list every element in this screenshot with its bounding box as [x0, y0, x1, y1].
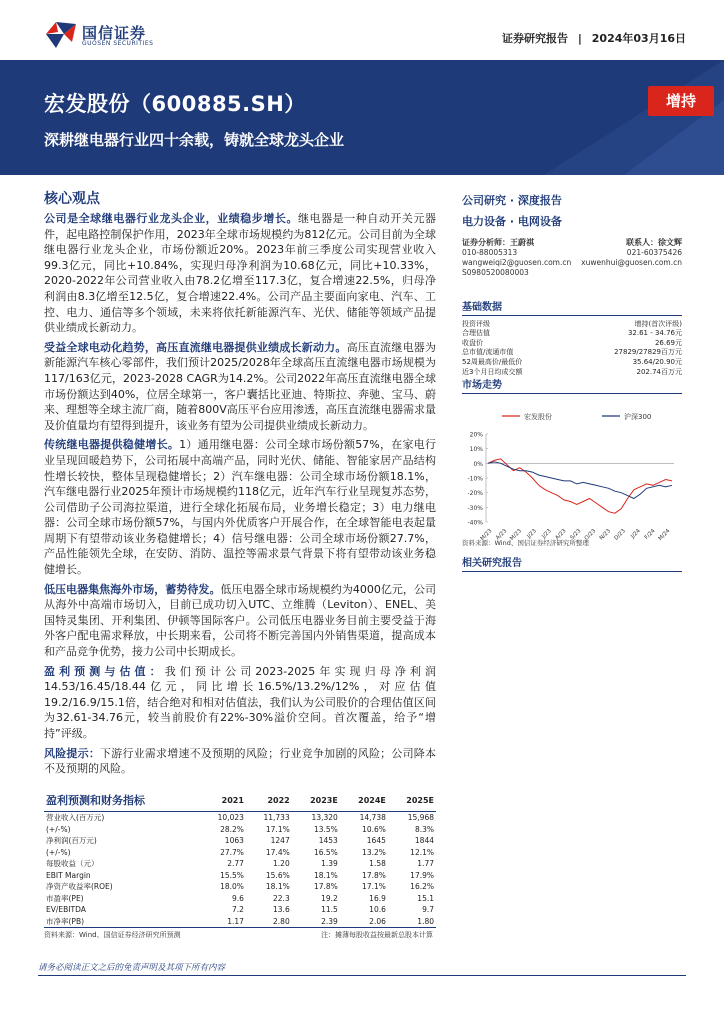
disclaimer-note: 请务必阅读正文之后的免责声明及其项下所有内容 [38, 963, 226, 973]
table-cell: 15.5% [220, 870, 244, 880]
basic-value: 27829/27829百万元 [614, 348, 682, 357]
paragraph-text: 下游行业需求增速不及预期的风险；行业竞争加剧的风险；公司降本不及预期的风险。 [44, 746, 436, 776]
analyst-phone: 010-88005313 [462, 248, 518, 257]
report-subtitle: 深耕继电器行业四十余载，铸就全球龙头企业 [44, 131, 345, 149]
basic-key: 52周最高价/最低价 [462, 357, 523, 366]
table-cell: 10.6% [362, 824, 386, 834]
table-cell: 11.5 [321, 905, 338, 914]
paragraph-highlight: 公司是全球继电器行业龙头企业，业绩稳步增长。 [44, 212, 298, 225]
table-cell: 19.2 [321, 893, 338, 903]
report-date: 2024年03月16日 [591, 32, 686, 45]
contact-name: 联系人：徐文辉 [626, 238, 682, 247]
rating-badge: 增持 [648, 86, 714, 116]
row-label: (+/-%) [46, 824, 71, 834]
table-cell: 1.17 [200, 916, 246, 928]
row-label: 营业收入(百万元) [46, 813, 105, 822]
table-cell: 13.2% [362, 847, 386, 857]
table-cell: 22.3 [273, 893, 290, 903]
basic-key: 投资评级 [462, 319, 490, 328]
table-source: 资料来源：Wind、国信证券经济研究所预测 [44, 931, 181, 939]
x-tick-label: O/23 [583, 528, 598, 542]
table-cell: 18.0% [220, 882, 244, 891]
row-label: 净利润(百万元) [46, 836, 97, 845]
table-cell: 9.7 [422, 905, 434, 914]
core-view-heading: 核心观点 [44, 191, 100, 207]
table-cell: 27.7% [220, 847, 244, 857]
row-label: EV/EBITDA [46, 905, 86, 914]
basic-data [462, 303, 682, 377]
table-cell: 2.80 [246, 916, 292, 928]
table-cell: 1453 [318, 836, 338, 845]
basic-key: 合理估值 [462, 329, 490, 338]
report-title: 宏发股份（600885.SH） [44, 92, 306, 116]
paragraph-highlight: 风险提示： [44, 746, 101, 760]
logo-text-en: GUOSEN SECURITIES [82, 40, 154, 47]
report-type: 证券研究报告 [502, 32, 569, 45]
table-cell: 28.2% [220, 824, 244, 834]
paragraph-text: 1）通用继电器：公司全球市场份额57%，在家电行业呈现回暖趋势下，公司拓展中高端产品，同时光伏、储能、智能家居产品结构性增长较快，整体呈现稳健增长；2）汽车继电器：公司全球市场份额18.1%，汽车继电器行业2025年预计市场规模约118亿元，近年汽车行业呈现复苏态势，公司借助子公司海拉渠道，进行全球化拓展布局，业务增长稳定；3）电力继电器：公司全球市场份额57%，与国内外优质客户开展合作，在全球智能电表起量周期下有望带动该业务稳健增长；4）信号继电器：公司全球市场份额27.7%，产品性能领先全球，在安防、消防、温控等需求景气背景下将有望带动该业务稳健增长。 [44, 438, 436, 577]
guosen-logo-icon [44, 20, 78, 50]
basic-row [462, 320, 682, 330]
analyst-name: 证券分析师：王蔚祺 [462, 238, 534, 247]
year-header: 2024E [340, 790, 388, 812]
table-cell: 16.9 [369, 893, 386, 903]
cert-number: S0980520080003 [462, 268, 529, 277]
paragraph-text: 继电器是一种自动开关元器件，起电路控制保护作用，2023年全球市场规模约为812亿元。公司目前为全球继电器行业龙头企业，市场份额近20%。2023年前三季度公司实现营业收入99.3亿元，同比+10.84%，实现归母净利润为10.68亿元，同比+10.33%，2020-2022年公司营业收入由78.2亿增至117.3亿，复合增速22.5%，归母净利润由8.3亿增至12.5亿，复合增速22.4%。公司产品主要面向家电、汽车、工控、电力、通信等多个领域，未来将依托新能源汽车、光伏、储能等领域产品提供业绩成长新动力。 [44, 212, 436, 335]
footer-divider [38, 975, 686, 976]
table-cell: 1.20 [273, 859, 290, 868]
company-logo [44, 20, 194, 50]
report-meta [502, 30, 686, 46]
x-tick-label: J/24 [630, 528, 642, 540]
table-cell: 17.1% [362, 882, 386, 891]
row-label: EBIT Margin [46, 870, 91, 880]
analyst-email[interactable]: wangweiqi2@guosen.com.cn [462, 258, 572, 267]
table-cell: 9.6 [231, 893, 244, 903]
table-cell: 2.77 [227, 859, 244, 868]
paragraph-highlight: 受益全球电动化趋势，高压直流继电器提供业绩成长新动力。 [44, 340, 347, 354]
basic-value: 32.61 - 34.76元 [627, 329, 682, 338]
y-tick-label: 20% [469, 431, 483, 439]
table-cell: 17.1% [265, 824, 290, 834]
table-cell: 15.1 [417, 893, 434, 903]
basic-key: 近3个月日均成交额 [462, 367, 523, 376]
table-cell: 1.77 [417, 859, 434, 868]
table-row [44, 870, 436, 882]
x-tick-label: S/23 [569, 528, 583, 542]
table-cell: 8.3% [414, 824, 434, 834]
table-cell: 15.6% [265, 870, 290, 880]
legend-label: 沪深300 [624, 413, 652, 421]
row-label: (+/-%) [46, 847, 71, 857]
basic-key: 收盘价 [462, 338, 483, 347]
paragraph [44, 340, 436, 434]
row-label: 市净率(PB) [44, 916, 200, 928]
y-tick-label: -30% [467, 504, 483, 512]
y-tick-label: -40% [467, 519, 483, 527]
market-trend-heading: 市场走势 [462, 376, 682, 394]
table-row [44, 858, 436, 870]
year-header: 2021 [200, 790, 246, 812]
table-row [44, 835, 436, 847]
table-row [44, 904, 436, 916]
forecast-table-grid [44, 790, 436, 928]
table-row [44, 847, 436, 859]
table-cell: 1.39 [321, 859, 338, 868]
x-tick-label: M/24 [657, 528, 672, 543]
table-note: 注：摊薄每股收益按最新总股本计算 [321, 931, 433, 939]
table-cell: 12.1% [410, 847, 434, 857]
industry-label: 电力设备 · 电网设备 [462, 215, 562, 228]
table-cell: 14,738 [359, 813, 386, 822]
table-cell: 13.6 [273, 905, 290, 914]
table-cell: 7.2 [231, 905, 244, 914]
table-row [44, 893, 436, 905]
x-tick-label: A/23 [495, 528, 509, 542]
table-cell: 16.5% [313, 847, 338, 857]
basic-value: 增持(首次评级) [634, 319, 682, 328]
table-cell: 1.58 [369, 859, 386, 868]
x-tick-label: F/24 [643, 528, 657, 541]
x-tick-label: M/23 [479, 528, 494, 543]
table-cell: 17.8% [362, 870, 386, 880]
table-cell: 13.5% [313, 824, 338, 834]
table-row [44, 916, 436, 928]
chart-source: 资料来源：Wind、国信证券经济研究所整理 [462, 539, 589, 547]
basic-row [462, 329, 682, 339]
paragraph-text: 高压直流继电器为新能源汽车核心零部件，我们预计2025/2028年全球高压直流继电器市场规模为117/163亿元，2023-2028 CAGR为14.2%。公司2022年高压直流继电器全球市场份额达到40%，位居全球第一，客户囊括比亚迪、特斯拉、奔驰、宝马、蔚来、理想等全球主流厂商，随着800V高压平台应用渗透，高压直流继电器需求量及价值量均有望得到提升，该业务有望为公司提供业绩成长新动力。 [44, 340, 437, 432]
table-cell: 2.39 [292, 916, 340, 928]
table-cell: 1063 [224, 836, 244, 845]
y-tick-label: -20% [467, 490, 483, 498]
paragraph-highlight: 盈利预测与估值： [44, 664, 165, 678]
table-row [44, 812, 436, 824]
paragraph [44, 582, 436, 660]
paragraph-highlight: 低压电器集焦海外市场，蓄势待发。 [44, 582, 221, 596]
year-header: 2022 [246, 790, 292, 812]
x-tick-label: M/23 [509, 528, 524, 543]
basic-row [462, 348, 682, 358]
year-header: 2023E [292, 790, 340, 812]
table-row [44, 881, 436, 893]
related-reports [462, 554, 682, 572]
table-cell: 10,023 [217, 813, 244, 822]
basic-value: 35.64/20.90元 [632, 357, 682, 366]
legend-label: 宏发股份 [524, 413, 552, 421]
paragraph [44, 664, 436, 742]
table-cell: 16.2% [410, 882, 434, 891]
x-tick-label: D/23 [613, 528, 627, 542]
analyst-info [462, 238, 682, 278]
table-cell: 15,968 [407, 813, 434, 822]
table-cell: 17.9% [410, 870, 434, 880]
table-cell: 1.80 [388, 916, 436, 928]
table-title: 盈利预测和财务指标 [44, 790, 200, 812]
table-cell: 17.8% [313, 882, 338, 891]
table-cell: 17.4% [265, 847, 290, 857]
x-tick-label: J/23 [526, 528, 538, 540]
basic-row [462, 339, 682, 349]
market-trend-chart [462, 394, 682, 544]
y-tick-label: -10% [467, 475, 483, 483]
paragraph [44, 746, 436, 777]
basic-key: 总市值/流通市值 [462, 348, 514, 357]
row-label: 净资产收益率(ROE) [46, 882, 113, 891]
basic-row [462, 358, 682, 368]
x-tick-label: N/23 [598, 528, 613, 542]
research-type: 公司研究 · 深度报告 [462, 194, 562, 207]
paragraph-highlight: 传统继电器提供稳健增长。 [44, 438, 180, 452]
contact-phone: 021-60375426 [626, 248, 682, 257]
contact-email[interactable]: xuwenhui@guosen.com.cn [581, 258, 682, 267]
basic-data-heading: 基础数据 [462, 303, 682, 316]
year-header: 2025E [388, 790, 436, 812]
logo-text-cn: 国信证券 [82, 24, 147, 42]
row-label: 每股收益（元） [46, 859, 99, 868]
table-cell: 18.1% [265, 882, 290, 891]
core-view-body [44, 211, 436, 781]
x-tick-label: A/23 [554, 528, 568, 542]
table-cell: 1645 [366, 836, 386, 845]
related-reports-heading: 相关研究报告 [462, 554, 682, 572]
y-tick-label: 10% [469, 446, 483, 454]
table-row [44, 824, 436, 836]
banner-decoration [424, 60, 724, 175]
y-tick-label: 0% [473, 460, 483, 468]
table-cell: 1844 [414, 836, 434, 845]
table-cell: 13,320 [311, 813, 338, 822]
table-cell: 11,733 [263, 813, 290, 822]
paragraph [44, 211, 436, 336]
forecast-table [44, 790, 436, 928]
table-header-row [44, 790, 436, 812]
row-label: 市盈率(PE) [46, 893, 84, 903]
x-tick-label: J/23 [541, 528, 553, 540]
series-line [488, 462, 672, 499]
table-cell: 18.1% [313, 870, 338, 880]
paragraph [44, 437, 436, 577]
separator: | [577, 32, 582, 45]
series-line [488, 459, 672, 513]
paragraph-text: 低压电器全球市场规模约为4000亿元，公司从海外中高端市场切入，目前已成功切入UTC、立维腾（Leviton）、ENEL、美国特灵集团、开利集团、伊顿等国际客户。公司低压电器业务目前主要受益于海外客户配电需求释放，中长期来看，公司将不断完善国内外销售渠道，提高成本和产品竞争优势，接力公司中长期成长。 [44, 582, 436, 659]
table-cell: 10.6 [369, 905, 386, 914]
market-trend [462, 376, 682, 548]
basic-value: 26.69元 [654, 338, 682, 347]
table-cell: 1247 [270, 836, 290, 845]
basic-value: 202.74百万元 [636, 367, 682, 376]
table-cell: 2.06 [340, 916, 388, 928]
paragraph-text: 我们预计公司2023-2025年实现归母净利润14.53/16.45/18.44亿元，同比增长16.5%/13.2%/12%，对应估值19.2/16.9/15.1倍，结合绝对和相对估值法，我们认为公司股价的合理估值区间为32.61-34.76元，较当前股价有22%-30%溢价空间。首次覆盖，给予“增持”评级。 [44, 664, 436, 740]
